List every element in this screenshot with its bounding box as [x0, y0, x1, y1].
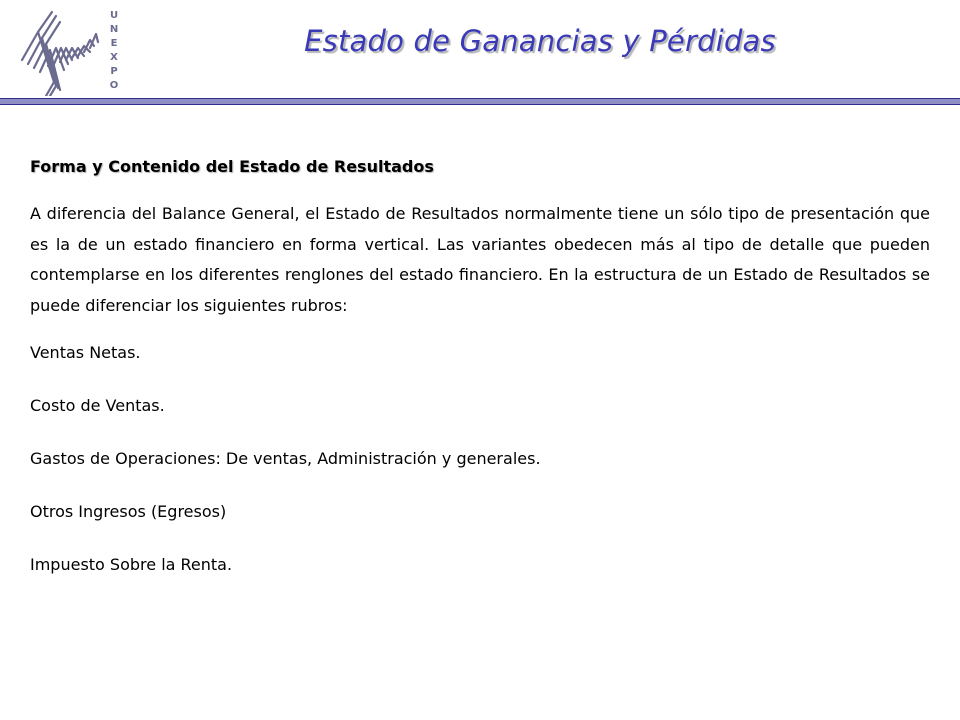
content-body — [30, 154, 930, 606]
body-paragraph: A diferencia del Balance General, el Estado de Resultados normalmente tiene un sólo tipo de presentación que es la de un estado financiero en forma vertical. Las variantes obedecen más al tipo de detalle que pueden contemplarse en los diferentes renglones del estado financiero. En la estructura de un Estado de Resultados se puede diferenciar los siguientes rubros: — [30, 204, 930, 315]
unexpo-logo-icon — [8, 4, 134, 96]
list-item: Costo de Ventas. — [30, 396, 165, 415]
title-divider-bar — [0, 98, 960, 105]
logo-letter: E — [110, 38, 118, 49]
list-item: Ventas Netas. — [30, 343, 141, 362]
unexpo-logo — [8, 4, 134, 96]
logo-letter: N — [109, 24, 119, 35]
logo-letter: X — [110, 52, 118, 63]
list-item: Impuesto Sobre la Renta. — [30, 555, 233, 574]
page-title: Estado de Ganancias y Pérdidas — [304, 24, 776, 58]
section-heading: Forma y Contenido del Estado de Resultados — [30, 157, 434, 176]
list-item: Otros Ingresos (Egresos) — [30, 502, 227, 521]
logo-letter: O — [109, 80, 119, 91]
logo-letter: P — [110, 66, 118, 77]
logo-letter: U — [109, 10, 119, 21]
list-item: Gastos de Operaciones: De ventas, Administración y generales. — [30, 449, 541, 468]
